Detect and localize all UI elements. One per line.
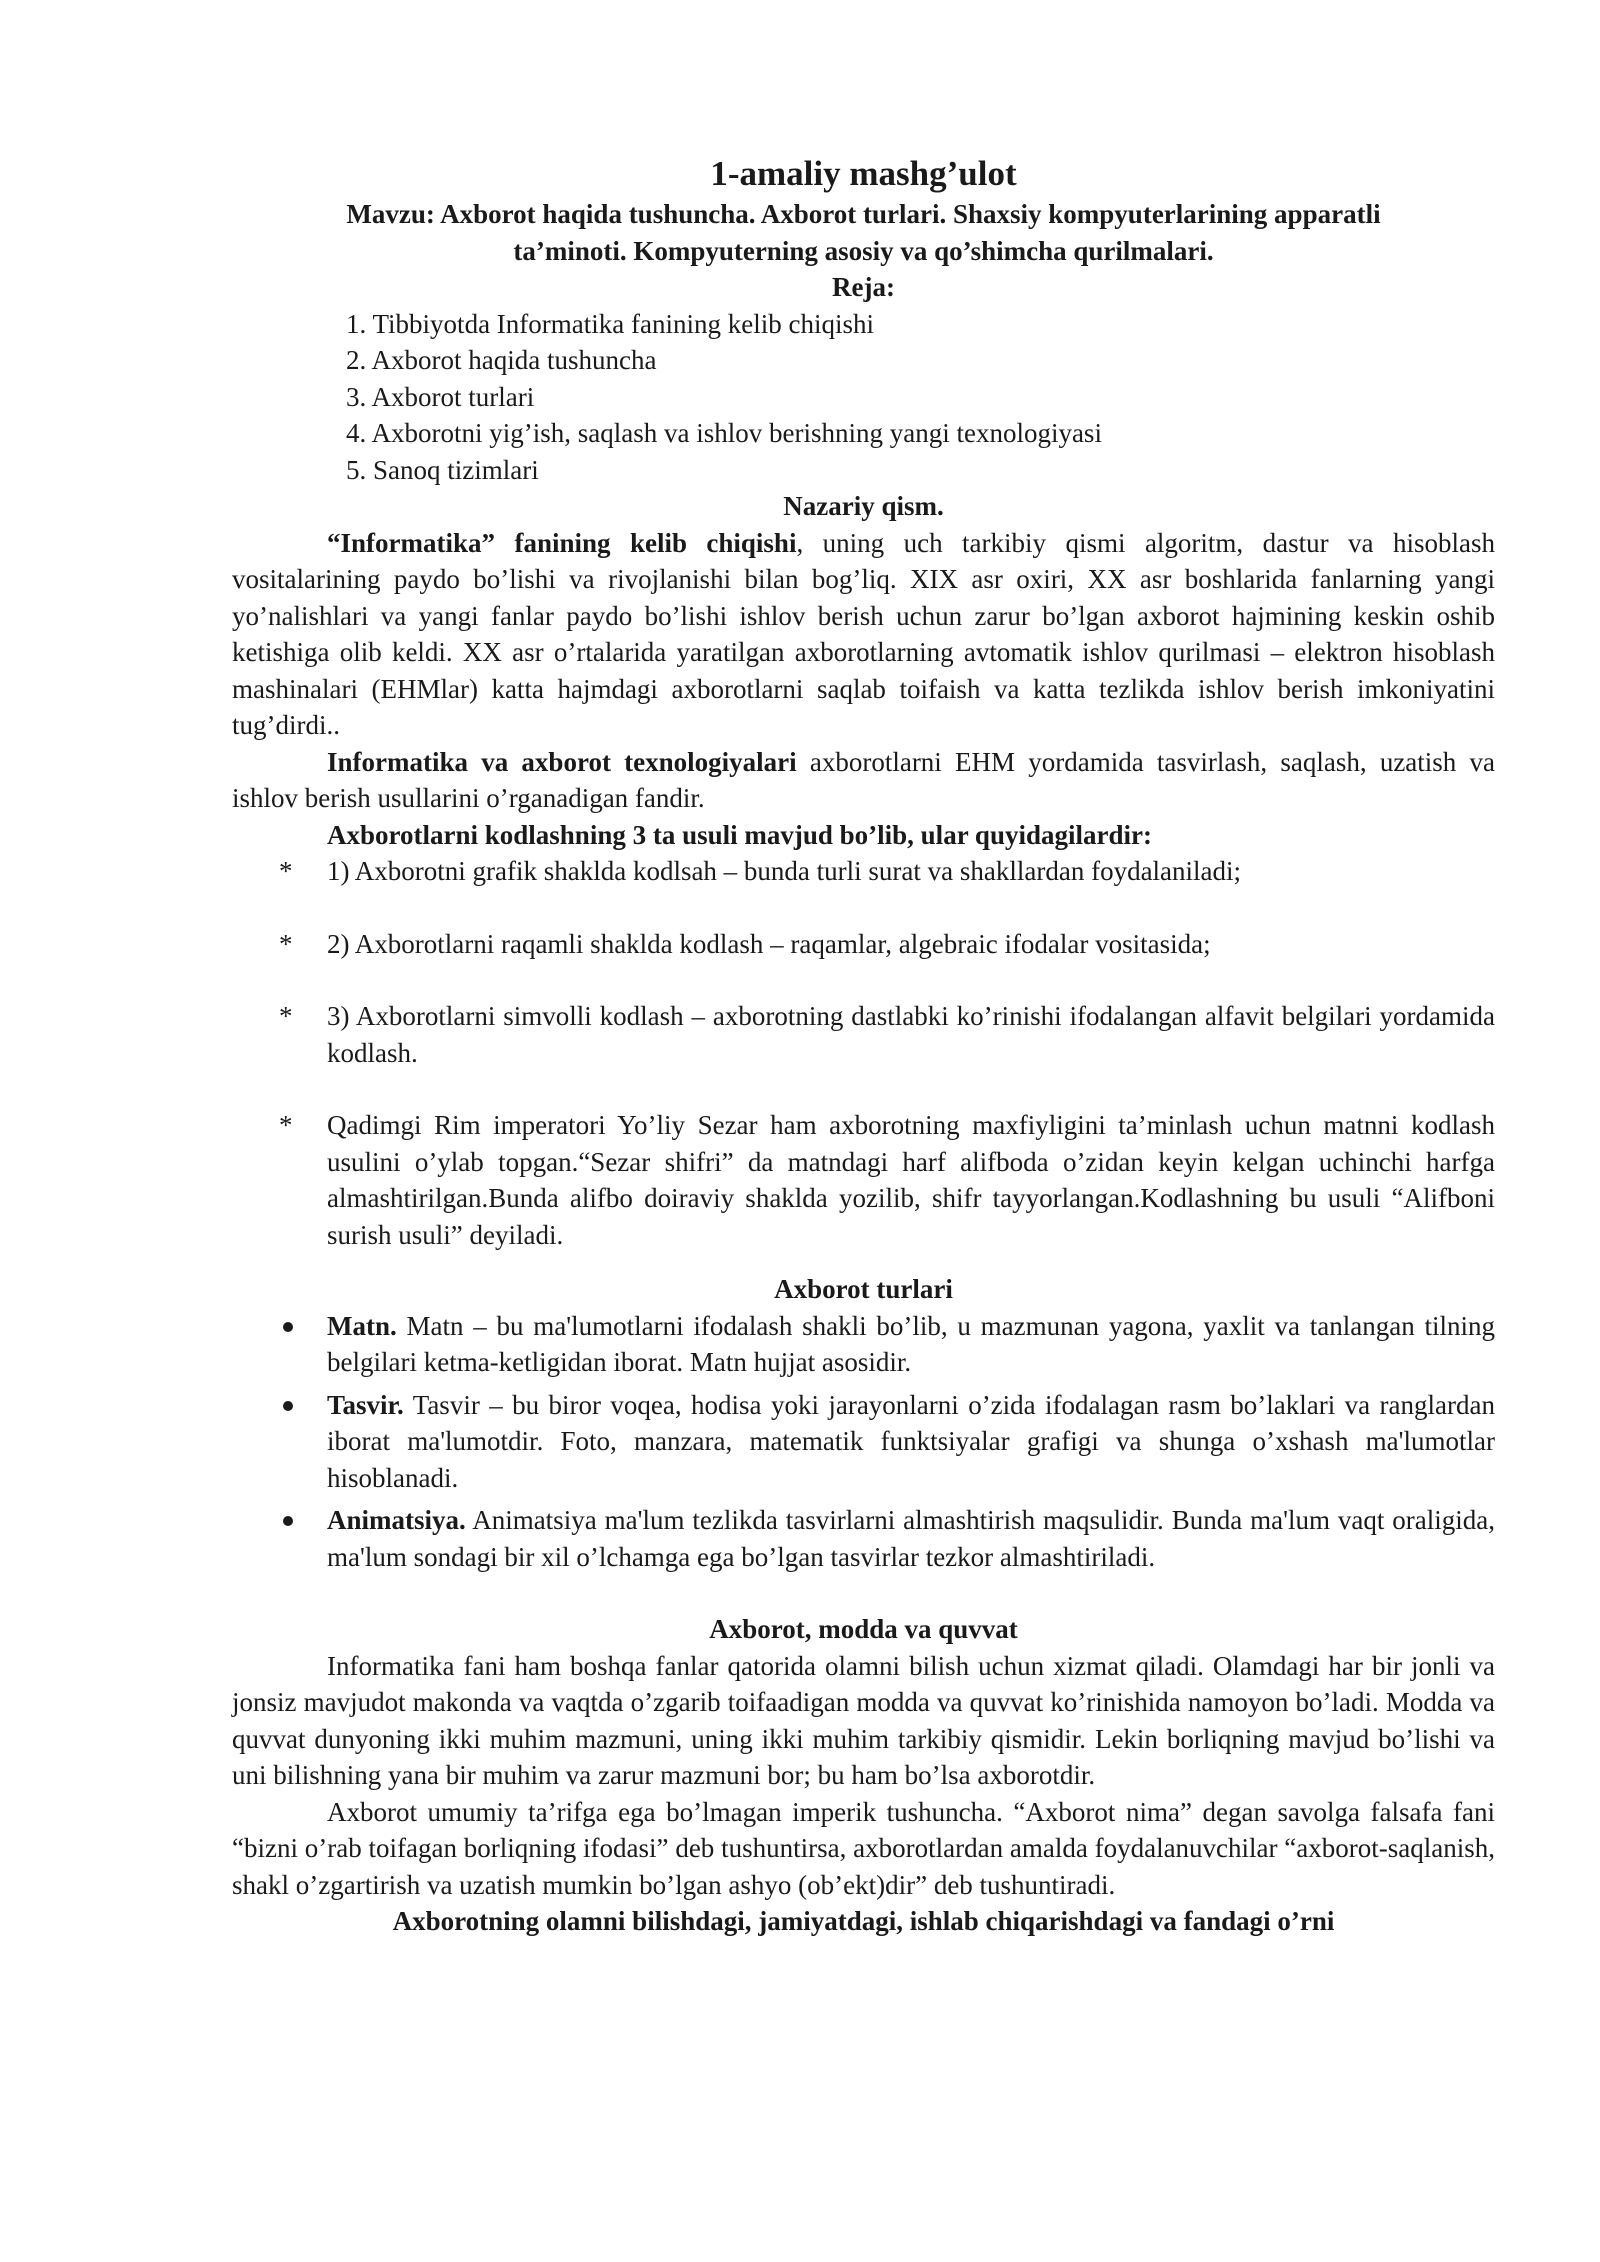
asterisk-icon: *	[279, 1110, 293, 1140]
coding-item: * 3) Axborotlarni simvolli kodlash – axborotning dastlabki ko’rinishi ifodalangan alfavit belgilari yordamida kodlash.	[232, 998, 1495, 1071]
plan-item: 4. Axborotni yig’ish, saqlash va ishlov berishning yangi texnologiyasi	[346, 418, 1102, 448]
plan-item: 1. Tibbiyotda Informatika fanining kelib chiqishi	[346, 308, 874, 339]
coding-item: * 1) Axborotni grafik shaklda kodlsah – bunda turli surat va shakllardan foydalaniladi;	[232, 853, 1495, 890]
theory-paragraph-2: Informatika va axborot texnologiyalari axborotlarni EHM yordamida tasvirlash, saqlash, uzatish va ishlov berish usullarini o’rganadigan fandir.	[232, 746, 1495, 813]
plan-item: 3. Axborot turlari	[346, 381, 535, 412]
theory-p2-bold: Informatika va axborot texnologiyalari	[327, 746, 797, 777]
theory-p1-bold: “Informatika” fanining kelib chiqishi	[327, 527, 797, 558]
coding-title: Axborotlarni kodlashning 3 ta usuli mavjud bo’lib, ular quyidagilardir:	[327, 819, 1152, 850]
type-item-animation: Animatsiya. Animatsiya ma'lum tezlikda tasvirlarni almashtirish maqsulidir. Bunda ma'lum vaqt oraligida, ma'lum sondagi bir xil o’lchamga ega bo’lgan tasvirlar tezkor almashtiriladi.	[232, 1502, 1495, 1575]
coding-item: * 2) Axborotlarni raqamli shaklda kodlash – raqamlar, algebraic ifodalar vositasida;	[232, 926, 1495, 963]
subject-line-2: ta’minoti. Kompyuterning asosiy va qo’shimcha qurilmalari.	[513, 235, 1214, 266]
plan-title: Reja:	[832, 272, 895, 302]
theory-paragraph-1: “Informatika” fanining kelib chiqishi, uning uch tarkibiy qismi algoritm, dastur va hisoblash vositalarining paydo bo’lishi va rivojlanishi bilan bog’liq. XIX asr oxiri, XX asr boshlarida fanlarning yangi yo’nalishlari va yangi fanlar paydo bo’lishi ishlov berish uchun zarur bo’lgan axborot hajmining keskin oshib ketishiga olib keldi. XX asr o’rtalarida yaratilgan axborotlarning avtomatik ishlov qurilmasi – elektron hisoblash mashinalari (EHMlar) katta hajmdagi axborotlarni saqlab toifaish va katta tezlikda ishlov berish imkoniyatini tug’dirdi..	[232, 527, 1495, 740]
bullet-icon	[283, 1401, 293, 1411]
plan-list	[232, 306, 1495, 489]
coding-item: * Qadimgi Rim imperatori Yo’liy Sezar ham axborotning maxfiyligini ta’minlash uchun matnni kodlash usulini o’ylab topgan.“Sezar shifri” da matndagi harf alifboda o’zidan keyin kelgan uchinchi harfga almashtirilgan.Bunda alifbo doiraviy shaklda yozilib, shifr tayyorlangan.Kodlashning bu usuli “Alifboni surish usuli” deyiladi.	[232, 1107, 1495, 1253]
document-title: 1-amaliy mashg’ulot	[710, 154, 1017, 193]
types-title: Axborot turlari	[774, 1274, 953, 1304]
plan-item: 5. Sanoq tizimlari	[346, 454, 539, 485]
asterisk-icon: *	[279, 856, 293, 886]
plan-item: 2. Axborot haqida tushuncha	[346, 345, 657, 375]
role-title: Axborotning olamni bilishdagi, jamiyatdagi, ishlab chiqarishdagi va fandagi o’rni	[392, 1906, 1335, 1936]
asterisk-icon: *	[279, 1001, 293, 1031]
asterisk-icon: *	[279, 928, 293, 959]
type-item-image: Tasvir. Tasvir – bu biror voqea, hodisa yoki jarayonlarni o’zida ifodalagan rasm bo’laklari va ranglardan iborat ma'lumotdir. Foto, manzara, matematik funktsiyalar grafigi va shunga o’xshash ma'lumotlar hisoblanadi.	[232, 1387, 1495, 1497]
types-list	[232, 1308, 1495, 1576]
bullet-icon	[283, 1516, 293, 1526]
coding-list	[232, 853, 1495, 1253]
type-item-text: Matn. Matn – bu ma'lumotlarni ifodalash shakli bo’lib, u mazmunan yagona, yaxlit va tanlangan tilning belgilari ketma-ketligidan iborat. Matn hujjat asosidir.	[232, 1308, 1495, 1381]
theory-title: Nazariy qism.	[783, 491, 944, 521]
bullet-icon	[283, 1322, 293, 1332]
matter-title: Axborot, modda va quvvat	[709, 1614, 1018, 1644]
matter-paragraph-2: Axborot umumiy ta’rifga ega bo’lmagan imperik tushuncha. “Axborot nima” degan savolga falsafa fani “bizni o’rab toifagan borliqning ifodasi” deb tushuntirsa, axborotlardan amalda foydalanuvchilar “axborot-saqlanish, shakl o’zgartirish va uzatish mumkin bo’lgan ashyo (ob’ekt)dir” deb tushuntiradi.	[232, 1796, 1495, 1900]
subject-line-1: Mavzu: Axborot haqida tushuncha. Axborot turlari. Shaxsiy kompyuterlarining apparatli	[346, 199, 1381, 229]
matter-paragraph-1: Informatika fani ham boshqa fanlar qatorida olamni bilish uchun xizmat qiladi. Olamdagi har bir jonli va jonsiz mavjudot makonda va vaqtda o’zgarib toifaadigan modda va quvvat ko’rinishida namoyon bo’ladi. Modda va quvvat dunyoning ikki muhim mazmuni, uning ikki muhim tarkibiy qismidir. Lekin borliqning mavjud bo’lishi va uni bilishning yana bir muhim va zarur mazmuni bor; bu ham bo’lsa axborotdir.	[232, 1650, 1495, 1790]
